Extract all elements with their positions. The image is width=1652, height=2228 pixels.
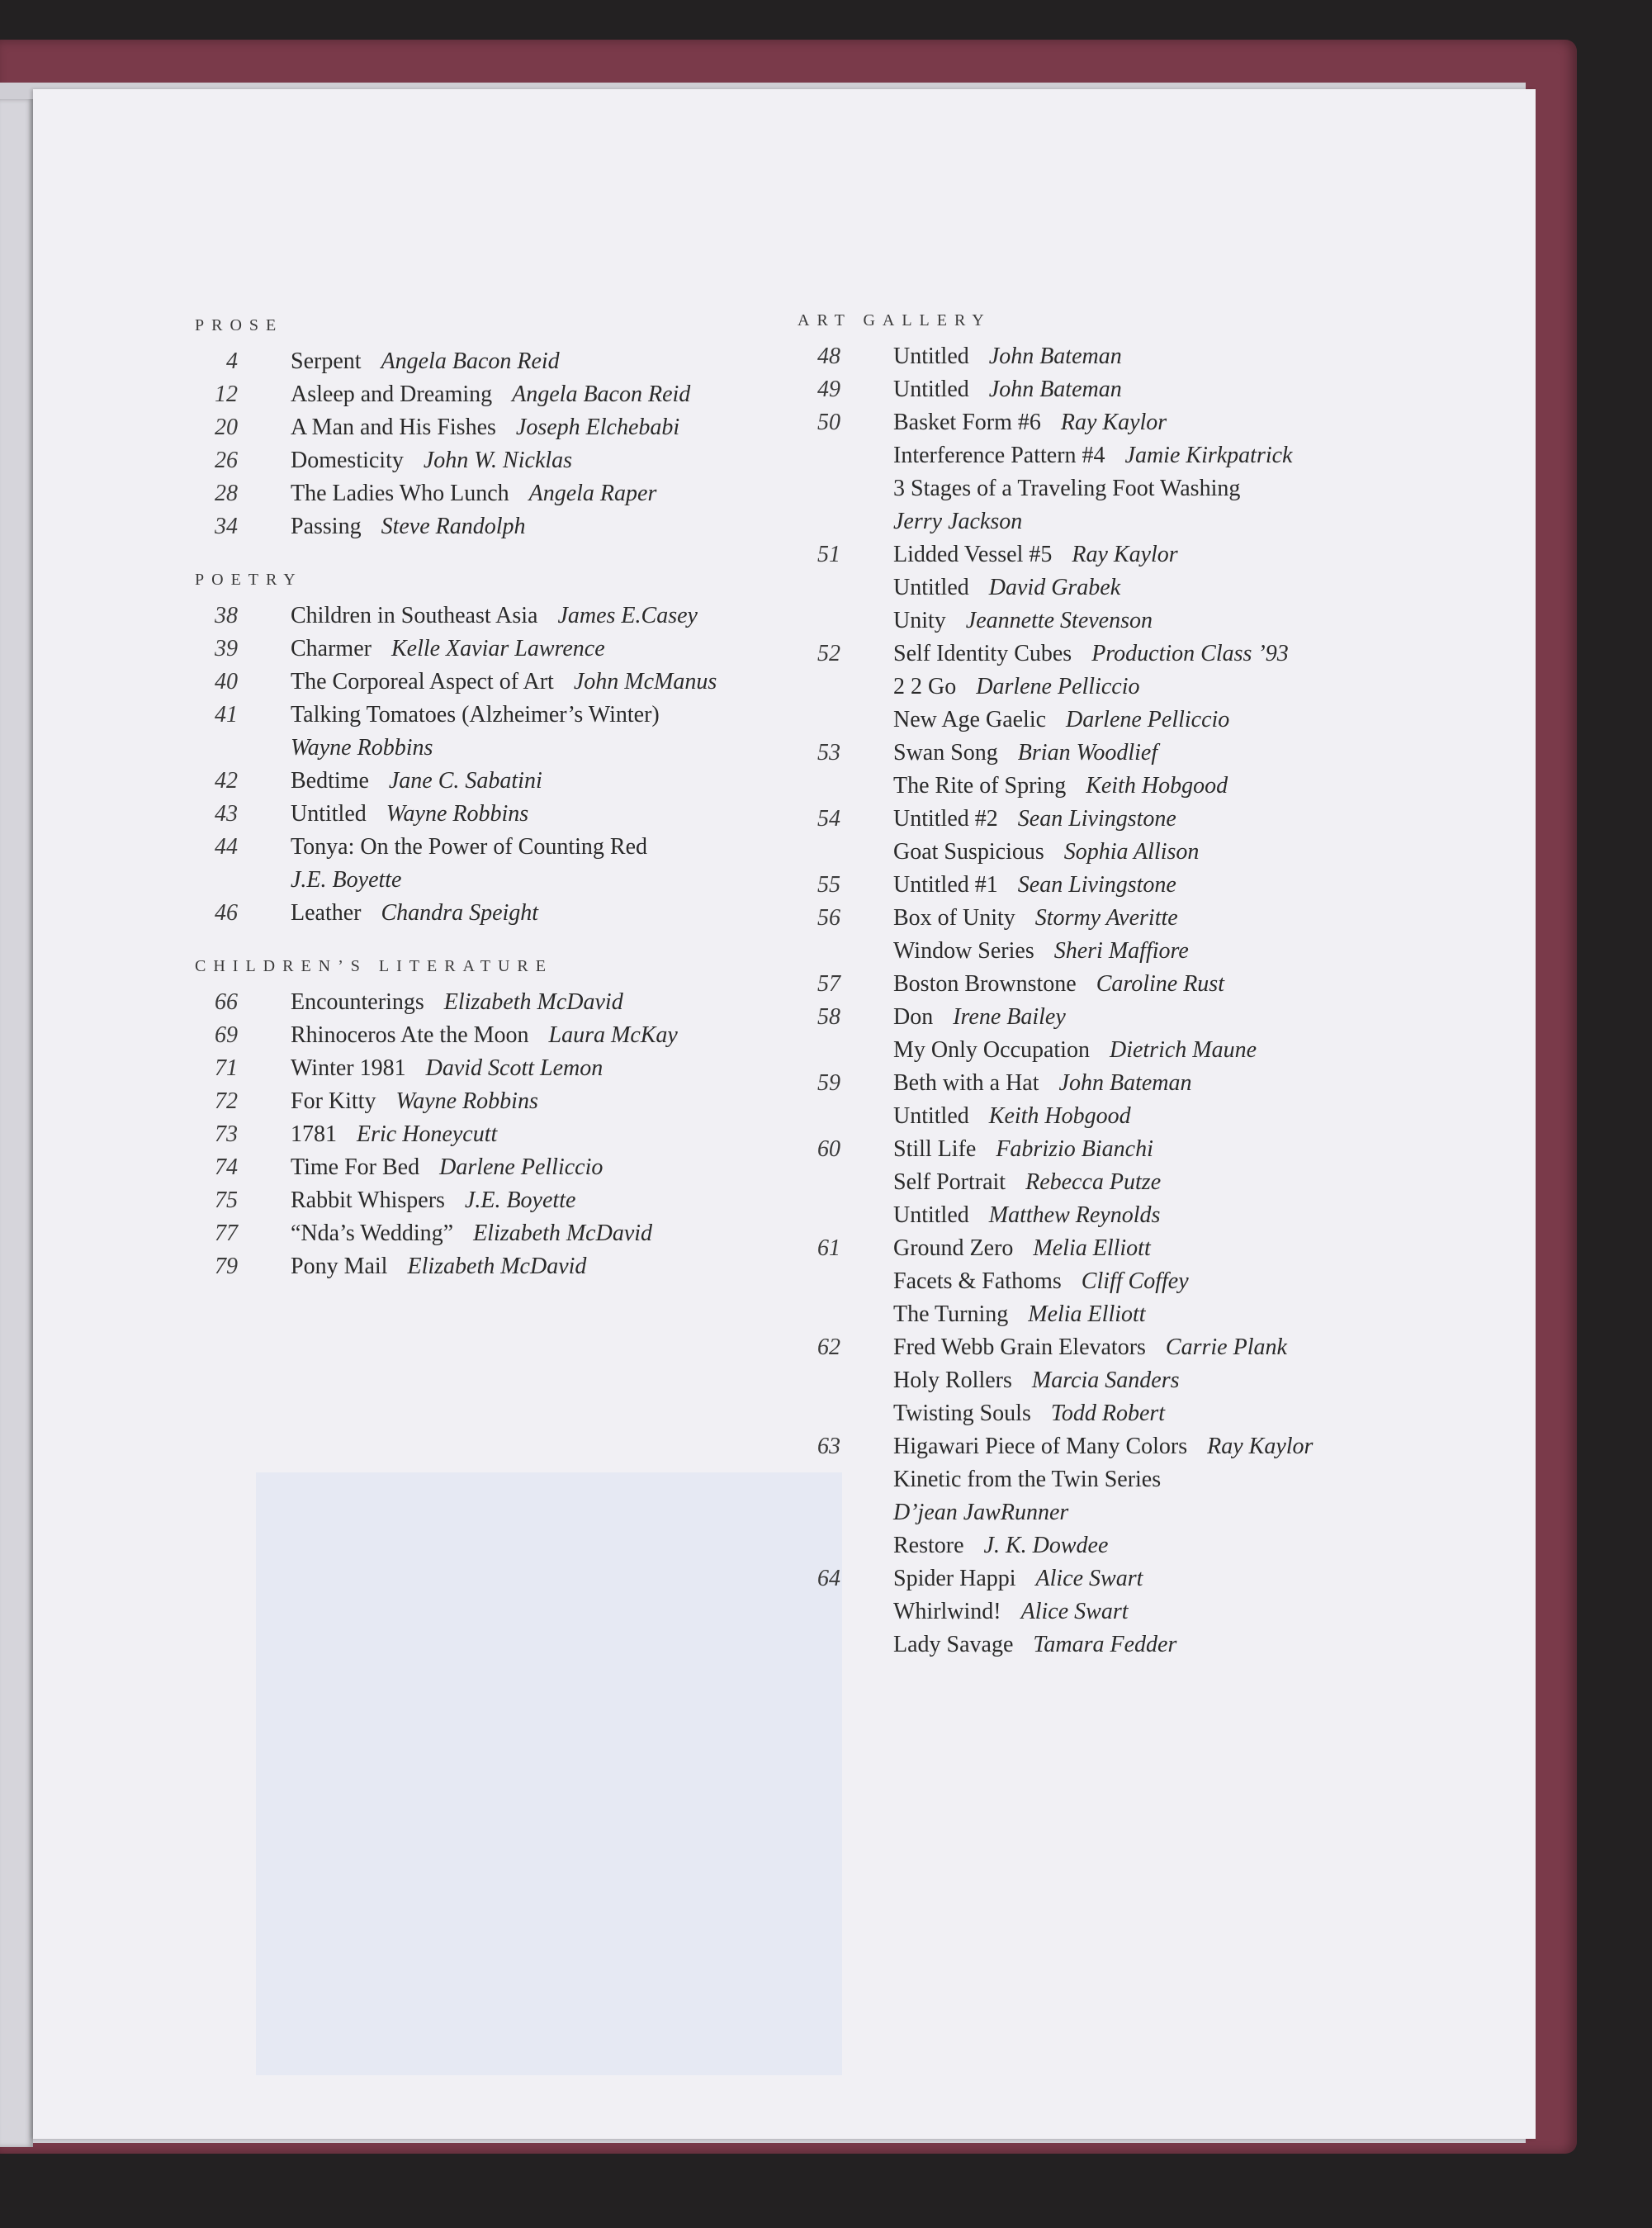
page-number: 75 <box>215 1187 238 1213</box>
page-number: 61 <box>817 1235 840 1261</box>
entry-title: Untitled <box>291 801 367 827</box>
page-number: 60 <box>817 1136 840 1162</box>
section-heading: CHILDREN’S LITERATURE <box>195 957 553 975</box>
page-number: 57 <box>817 971 840 997</box>
entry-title: Twisting Souls <box>893 1401 1031 1426</box>
entry-title: Boston Brownstone <box>893 971 1077 997</box>
toc-entry <box>798 1364 1392 1397</box>
entry-author: Keith Hobgood <box>988 1103 1131 1129</box>
entry-author: Keith Hobgood <box>1086 773 1228 799</box>
entry-author: Steve Randolph <box>381 514 526 539</box>
toc-entry <box>195 411 789 444</box>
facing-page-edge <box>0 99 33 2147</box>
entry-title: 1781 <box>291 1121 337 1147</box>
entry-title: The Ladies Who Lunch <box>291 481 509 506</box>
toc-entry <box>195 986 789 1019</box>
entry-title: Untitled #2 <box>893 806 998 832</box>
entry-title: Untitled <box>893 1103 969 1129</box>
entry-title: Untitled <box>893 1202 969 1228</box>
entry-title: Serpent <box>291 348 362 374</box>
entry-author: J. K. Dowdee <box>983 1533 1109 1558</box>
entry-author: Wayne Robbins <box>291 735 433 761</box>
entry-author: Wayne Robbins <box>395 1088 538 1114</box>
entry-author: Darlene Pelliccio <box>976 674 1140 699</box>
entry-author: Eric Honeycutt <box>357 1121 498 1147</box>
page-number: 72 <box>215 1088 238 1114</box>
right-column <box>798 309 1392 1662</box>
toc-entry <box>798 1298 1392 1331</box>
entry-author: Elizabeth McDavid <box>407 1254 587 1279</box>
entry-author: Chandra Speight <box>381 900 539 926</box>
page-number: 74 <box>215 1154 238 1180</box>
entry-author: Sean Livingstone <box>1017 872 1176 898</box>
entry-title: Rabbit Whispers <box>291 1187 445 1213</box>
entry-title: Untitled <box>893 344 969 369</box>
toc-entry <box>195 699 789 732</box>
page-number: 51 <box>817 542 840 567</box>
page-number: 63 <box>817 1434 840 1459</box>
page-number: 28 <box>215 481 238 506</box>
toc-entry <box>798 406 1392 439</box>
toc-entry <box>195 897 789 930</box>
entry-title: Box of Unity <box>893 905 1015 931</box>
entry-author: Kelle Xaviar Lawrence <box>391 636 605 661</box>
entry-title: The Rite of Spring <box>893 773 1067 799</box>
entry-title: Untitled <box>893 575 969 600</box>
entry-title: Talking Tomatoes (Alzheimer’s Winter) <box>291 702 660 728</box>
toc-entry <box>798 836 1392 869</box>
section-heading: ART GALLERY <box>798 311 992 329</box>
entry-author: Melia Elliott <box>1033 1235 1151 1261</box>
toc-entry <box>195 1184 789 1217</box>
page-number: 64 <box>817 1566 840 1591</box>
entry-title: A Man and His Fishes <box>291 415 496 440</box>
entry-title: Holy Rollers <box>893 1368 1012 1393</box>
entry-title: Unity <box>893 608 946 633</box>
page-number: 59 <box>817 1070 840 1096</box>
entry-title: Basket Form #6 <box>893 410 1041 435</box>
toc-entry <box>195 864 789 897</box>
entry-title: Spider Happi <box>893 1566 1016 1591</box>
toc-entry <box>798 671 1392 704</box>
toc-entry <box>195 510 789 543</box>
entry-author: J.E. Boyette <box>464 1187 576 1213</box>
entry-author: Ray Kaylor <box>1072 542 1178 567</box>
page-number: 41 <box>215 702 238 728</box>
entry-title: Swan Song <box>893 740 998 766</box>
entry-title: Tonya: On the Power of Counting Red <box>291 834 647 860</box>
entry-author: J.E. Boyette <box>291 867 402 893</box>
entry-author: Jane C. Sabatini <box>388 768 542 794</box>
toc-entry <box>195 378 789 411</box>
toc-entry <box>798 935 1392 968</box>
page-number: 20 <box>215 415 238 440</box>
entry-title: Facets & Fathoms <box>893 1268 1062 1294</box>
entry-author: Sheri Maffiore <box>1053 938 1189 964</box>
entry-author: Stormy Averitte <box>1034 905 1178 931</box>
toc-entry <box>798 1595 1392 1628</box>
page-number: 50 <box>817 410 840 435</box>
entry-author: Tamara Fedder <box>1033 1632 1177 1657</box>
entry-title: Asleep and Dreaming <box>291 382 493 407</box>
entry-author: John Bateman <box>988 344 1122 369</box>
page-number: 56 <box>817 905 840 931</box>
toc-entry <box>798 902 1392 935</box>
toc-entry <box>798 340 1392 373</box>
toc-entry <box>195 1019 789 1052</box>
section-prose <box>195 314 789 543</box>
page-number: 34 <box>215 514 238 539</box>
toc-entry <box>798 1067 1392 1100</box>
toc-entry <box>798 737 1392 770</box>
toc-entry <box>798 1331 1392 1364</box>
entry-title: Winter 1981 <box>291 1055 406 1081</box>
entry-author: Fabrizio Bianchi <box>996 1136 1153 1162</box>
entry-author: Cliff Coffey <box>1081 1268 1189 1294</box>
page-number: 79 <box>215 1254 238 1279</box>
toc-entry <box>798 472 1392 505</box>
page-number: 52 <box>817 641 840 666</box>
toc-entry <box>195 732 789 765</box>
entry-title: The Corporeal Aspect of Art <box>291 669 554 694</box>
toc-entry <box>798 1133 1392 1166</box>
entry-author: Angela Bacon Reid <box>512 382 691 407</box>
toc-entry <box>798 1430 1392 1463</box>
entry-title: Restore <box>893 1533 964 1558</box>
toc-entry <box>195 1118 789 1151</box>
toc-entry <box>798 1562 1392 1595</box>
toc-entry <box>798 604 1392 638</box>
toc-entry <box>798 1001 1392 1034</box>
bleed-through-image <box>256 1472 842 2075</box>
entry-title: Bedtime <box>291 768 369 794</box>
entry-title: Charmer <box>291 636 372 661</box>
page-number: 46 <box>215 900 238 926</box>
entry-author: David Grabek <box>988 575 1121 600</box>
entry-title: The Turning <box>893 1301 1009 1327</box>
page-number: 62 <box>817 1334 840 1360</box>
entry-author: Darlene Pelliccio <box>439 1154 604 1180</box>
entry-title: Lady Savage <box>893 1632 1014 1657</box>
toc-entry <box>798 538 1392 571</box>
section-heading: POETRY <box>195 571 303 589</box>
entry-title: Self Portrait <box>893 1169 1006 1195</box>
toc-entry <box>195 1052 789 1085</box>
entry-author: Ray Kaylor <box>1207 1434 1314 1459</box>
entry-author: Darlene Pelliccio <box>1066 707 1230 732</box>
toc-entry <box>798 1496 1392 1529</box>
entry-title: Children in Southeast Asia <box>291 603 538 628</box>
entry-title: Still Life <box>893 1136 977 1162</box>
entry-author: D’jean JawRunner <box>893 1500 1069 1525</box>
entry-title: Pony Mail <box>291 1254 388 1279</box>
entry-author: Angela Bacon Reid <box>381 348 560 374</box>
entry-title: Passing <box>291 514 362 539</box>
entry-author: Sophia Allison <box>1063 839 1200 865</box>
entry-author: Marcia Sanders <box>1031 1368 1180 1393</box>
toc-entry <box>798 968 1392 1001</box>
toc-entry <box>195 444 789 477</box>
entry-author: Melia Elliott <box>1028 1301 1146 1327</box>
entry-author: Sean Livingstone <box>1017 806 1176 832</box>
entry-author: Angela Raper <box>528 481 657 506</box>
page-number: 44 <box>215 834 238 860</box>
page-number: 55 <box>817 872 840 898</box>
entry-author: Matthew Reynolds <box>988 1202 1161 1228</box>
entry-author: Alice Swart <box>1020 1599 1129 1624</box>
entry-title: Untitled <box>893 377 969 402</box>
entry-title: Ground Zero <box>893 1235 1014 1261</box>
page-number: 48 <box>817 344 840 369</box>
entry-title: Leather <box>291 900 362 926</box>
toc-entry <box>195 1250 789 1283</box>
page-number: 39 <box>215 636 238 661</box>
toc-entry <box>195 345 789 378</box>
toc-entry <box>798 1166 1392 1199</box>
toc-entry <box>195 765 789 798</box>
entry-author: Rebecca Putze <box>1025 1169 1162 1195</box>
entry-title: Beth with a Hat <box>893 1070 1039 1096</box>
page-number: 40 <box>215 669 238 694</box>
toc-entry <box>798 439 1392 472</box>
section-childrens-literature <box>195 955 789 1283</box>
toc-entry <box>798 505 1392 538</box>
toc-entry <box>798 704 1392 737</box>
toc-entry <box>798 869 1392 902</box>
toc-entry <box>798 638 1392 671</box>
entry-title: Lidded Vessel #5 <box>893 542 1053 567</box>
entry-author: Wayne Robbins <box>386 801 529 827</box>
entry-author: Irene Bailey <box>953 1004 1066 1030</box>
toc-entry <box>798 770 1392 803</box>
entry-author: Caroline Rust <box>1096 971 1224 997</box>
entry-author: Alice Swart <box>1035 1566 1143 1591</box>
entry-author: Laura McKay <box>548 1022 678 1048</box>
toc-entry <box>195 831 789 864</box>
page-number: 43 <box>215 801 238 827</box>
entry-author: Production Class ’93 <box>1091 641 1289 666</box>
entry-title: New Age Gaelic <box>893 707 1047 732</box>
entry-title: 3 Stages of a Traveling Foot Washing <box>893 476 1241 501</box>
entry-title: Window Series <box>893 938 1034 964</box>
entry-title: Domesticity <box>291 448 404 473</box>
toc-entry <box>798 1463 1392 1496</box>
entry-author: Jerry Jackson <box>893 509 1023 534</box>
toc-entry <box>798 1628 1392 1662</box>
entry-author: Carrie Plank <box>1165 1334 1287 1360</box>
entry-author: David Scott Lemon <box>425 1055 604 1081</box>
page-number: 71 <box>215 1055 238 1081</box>
entry-title: Encounterings <box>291 989 424 1015</box>
entry-author: John Bateman <box>988 377 1122 402</box>
entry-title: Goat Suspicious <box>893 839 1044 865</box>
entry-title: Time For Bed <box>291 1154 420 1180</box>
entry-title: “Nda’s Wedding” <box>291 1221 454 1246</box>
entry-title: Don <box>893 1004 934 1030</box>
page-number: 4 <box>226 348 238 374</box>
page-number: 77 <box>215 1221 238 1246</box>
section-poetry <box>195 568 789 930</box>
toc-entry <box>798 1397 1392 1430</box>
entry-title: Kinetic from the Twin Series <box>893 1467 1162 1492</box>
entry-title: My Only Occupation <box>893 1037 1090 1063</box>
entry-title: Rhinoceros Ate the Moon <box>291 1022 529 1048</box>
section-art-gallery <box>798 309 1392 1662</box>
entry-title: Self Identity Cubes <box>893 641 1072 666</box>
entry-author: Joseph Elchebabi <box>515 415 680 440</box>
entry-author: Elizabeth McDavid <box>443 989 623 1015</box>
page-number: 69 <box>215 1022 238 1048</box>
entry-title: Higawari Piece of Many Colors <box>893 1434 1188 1459</box>
left-column <box>195 314 789 1283</box>
page-number: 54 <box>817 806 840 832</box>
toc-entry <box>195 798 789 831</box>
toc-entry <box>798 1529 1392 1562</box>
entry-author: Jeannette Stevenson <box>965 608 1153 633</box>
entry-title: Interference Pattern #4 <box>893 443 1105 468</box>
entry-author: John Bateman <box>1058 1070 1192 1096</box>
entry-title: For Kitty <box>291 1088 376 1114</box>
page-number: 58 <box>817 1004 840 1030</box>
entry-author: John W. Nicklas <box>423 448 573 473</box>
entry-author: James E.Casey <box>557 603 698 628</box>
entry-title: Untitled #1 <box>893 872 998 898</box>
entry-author: Ray Kaylor <box>1060 410 1167 435</box>
toc-entry <box>798 803 1392 836</box>
toc-entry <box>195 666 789 699</box>
toc-entry <box>798 1199 1392 1232</box>
toc-entry <box>195 1085 789 1118</box>
toc-entry <box>195 600 789 633</box>
page-number: 26 <box>215 448 238 473</box>
toc-entry <box>798 1100 1392 1133</box>
page-number: 73 <box>215 1121 238 1147</box>
toc-entry <box>798 1265 1392 1298</box>
entry-author: Todd Robert <box>1050 1401 1166 1426</box>
page-number: 53 <box>817 740 840 766</box>
page-number: 49 <box>817 377 840 402</box>
toc-entry <box>195 1151 789 1184</box>
page-number: 66 <box>215 989 238 1015</box>
toc-entry <box>798 1034 1392 1067</box>
section-heading: PROSE <box>195 316 284 334</box>
page-number: 12 <box>215 382 238 407</box>
page-number: 38 <box>215 603 238 628</box>
entry-title: Fred Webb Grain Elevators <box>893 1334 1146 1360</box>
toc-entry <box>195 477 789 510</box>
entry-title: Whirlwind! <box>893 1599 1001 1624</box>
entry-author: Elizabeth McDavid <box>473 1221 653 1246</box>
toc-entry <box>798 373 1392 406</box>
entry-author: Dietrich Maune <box>1109 1037 1257 1063</box>
toc-entry <box>195 633 789 666</box>
page-number: 42 <box>215 768 238 794</box>
entry-title: 2 2 Go <box>893 674 957 699</box>
toc-entry <box>195 1217 789 1250</box>
entry-author: Jamie Kirkpatrick <box>1124 443 1293 468</box>
entry-author: John McManus <box>573 669 717 694</box>
entry-author: Brian Woodlief <box>1017 740 1158 766</box>
toc-entry <box>798 571 1392 604</box>
toc-entry <box>798 1232 1392 1265</box>
